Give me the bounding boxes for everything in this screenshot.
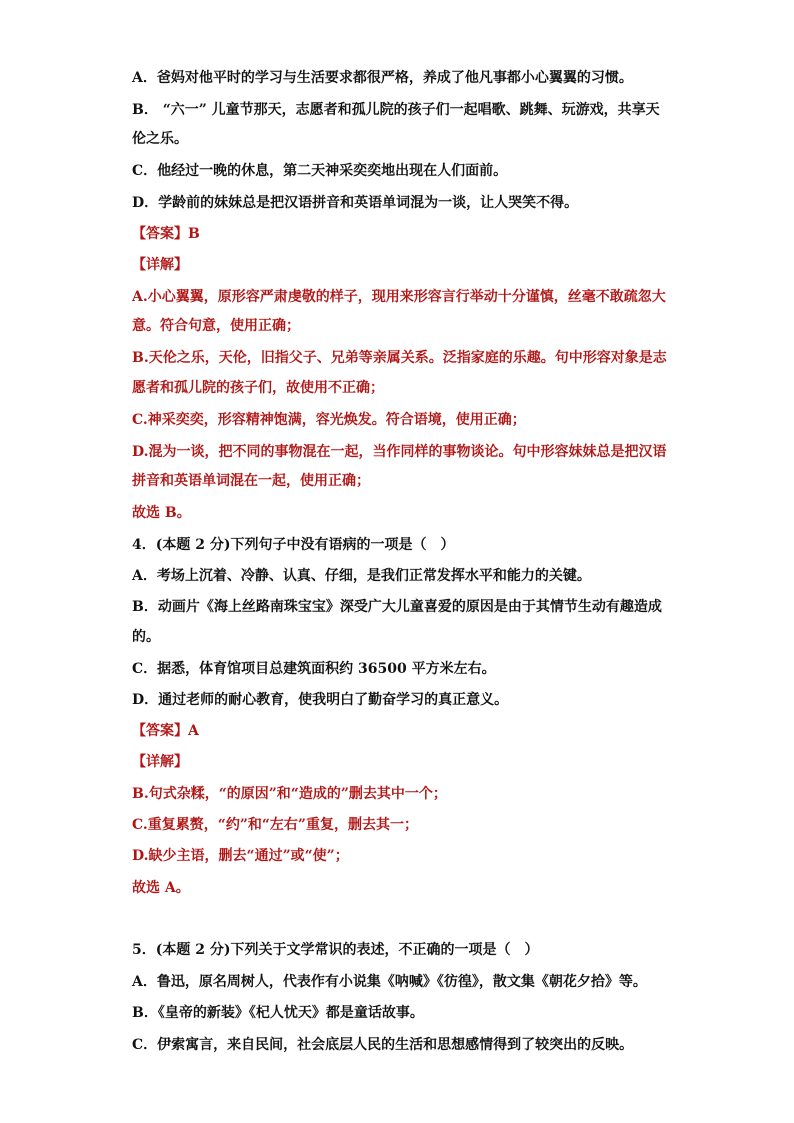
q3-option-d: D．学龄前的妹妹总是把汉语拼音和英语单词混为一谈，让人哭笑不得。: [132, 195, 579, 211]
q3-detail-a-line1: A.小心翼翼，原形容严肃虔敬的样子，现用来形容言行举动十分谨慎，丝毫不敢疏忽大: [132, 289, 666, 305]
q3-conclusion: 故选 B。: [132, 505, 191, 521]
q4-option-c: C．据悉，体育馆项目总建筑面积约 36500 平方米左右。: [132, 661, 496, 677]
q3-detail-b-line2: 愿者和孤儿院的孩子们，故使用不正确；: [132, 380, 384, 396]
answer-value: A: [188, 723, 199, 739]
q4-answer: [132, 721, 672, 741]
q4-stem: 4．(本题 2 分)下列句子中没有语病的一项是（ ）: [132, 537, 455, 553]
q4-option-b-line2: 的。: [132, 629, 160, 645]
q5-option-a: A．鲁迅，原名周树人，代表作有小说集《呐喊》《彷徨》，散文集《朝花夕拾》等。: [132, 974, 647, 990]
q3-detail-c: C.神采奕奕，形容精神饱满，容光焕发。符合语境，使用正确；: [132, 412, 526, 428]
q4-detail-c: C.重复累赘，“约”和“左右”重复，删去其一；: [132, 817, 418, 833]
q3-detail-a-line2: 意。符合句意，使用正确；: [132, 318, 300, 334]
answer-label: 【答案】: [132, 723, 188, 739]
q4-option-b-line1: B．动画片《海上丝路南珠宝宝》深受广大儿童喜爱的原因是由于其情节生动有趣造成: [132, 599, 662, 615]
q3-option-b-line1: B． “六一” 儿童节那天，志愿者和孤儿院的孩子们一起唱歌、跳舞、玩游戏，共享天: [132, 102, 660, 118]
q5-option-b: B．《皇帝的新装》《杞人忧天》都是童话故事。: [132, 1005, 424, 1021]
q5-option-c: C．伊索寓言，来自民间，社会底层人民的生活和思想感情得到了较突出的反映。: [132, 1037, 634, 1053]
answer-value: B: [188, 226, 200, 242]
q3-answer: [132, 224, 672, 244]
q4-option-a: A．考场上沉着、冷静、认真、仔细，是我们正常发挥水平和能力的关键。: [132, 568, 591, 584]
q4-option-d: D．通过老师的耐心教育，使我明白了勤奋学习的真正意义。: [132, 692, 509, 708]
q3-detail-label: 【详解】: [132, 257, 188, 273]
q4-detail-label: 【详解】: [132, 754, 188, 770]
q3-detail-b-line1: B.天伦之乐，天伦，旧指父子、兄弟等亲属关系。泛指家庭的乐趣。句中形容对象是志: [132, 350, 667, 366]
q3-option-a: A．爸妈对他平时的学习与生活要求都很严格，养成了他凡事都小心翼翼的习惯。: [132, 70, 633, 86]
q3-detail-d-line1: D.混为一谈，把不同的事物混在一起，当作同样的事物谈论。句中形容妹妹总是把汉语: [132, 444, 667, 460]
q4-conclusion: 故选 A。: [132, 880, 190, 896]
q3-detail-d-line2: 拼音和英语单词混在一起，使用正确；: [132, 473, 370, 489]
answer-label: 【答案】: [132, 226, 188, 242]
q4-detail-d: D.缺少主语，删去“通过”或“使”；: [132, 848, 349, 864]
q5-stem: 5．(本题 2 分)下列关于文学常识的表述，不正确的一项是（ ）: [132, 942, 539, 958]
q3-option-c: C．他经过一晚的休息，第二天神采奕奕地出现在人们面前。: [132, 163, 508, 179]
q3-option-b-line2: 伦之乐。: [132, 131, 188, 147]
q4-detail-b: B.句式杂糅，“的原因”和“造成的”删去其中一个；: [132, 786, 447, 802]
